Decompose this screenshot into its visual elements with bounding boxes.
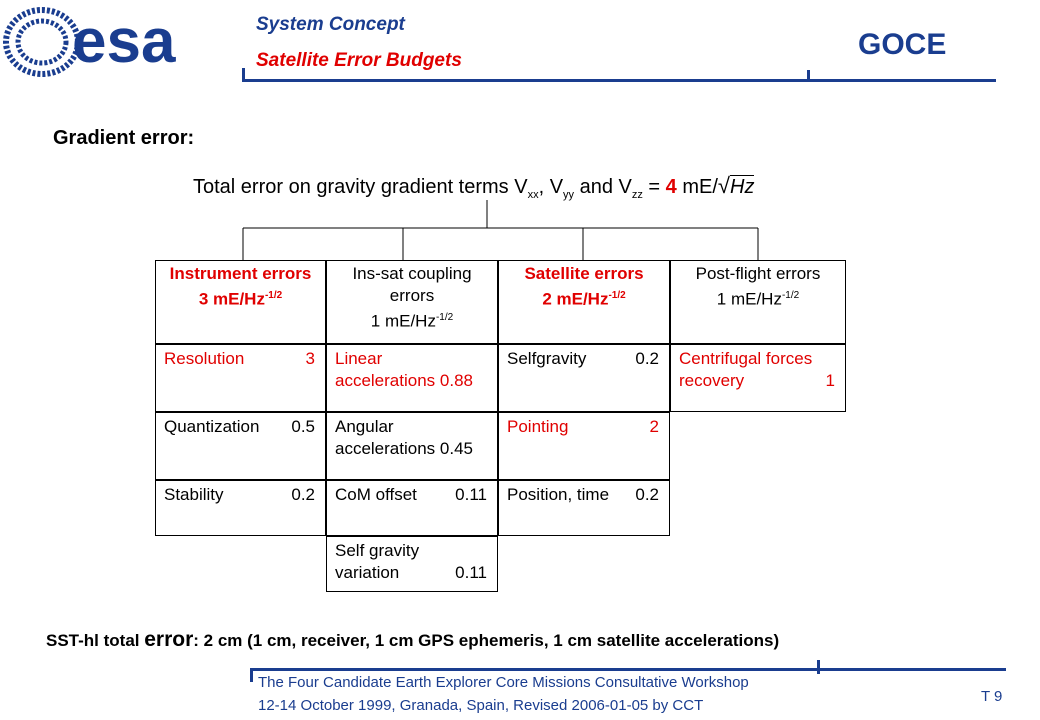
- sub-xx: xx: [527, 189, 539, 201]
- centrifugal-value: 1: [825, 371, 835, 390]
- sqrt-icon: √: [717, 173, 730, 198]
- linear-accel-item: [326, 344, 498, 412]
- post-flight-value: 1 mE/Hz: [716, 289, 782, 309]
- instrument-errors-total: [156, 285, 325, 311]
- quantization-label: Quantization: [164, 417, 260, 436]
- satellite-errors-exp: -1/2: [608, 290, 626, 301]
- centrifugal-line1: Centrifugal forces: [679, 349, 813, 368]
- footer-rule: [250, 668, 820, 671]
- sst-statement: [46, 628, 779, 652]
- ins-sat-title1: Ins-sat coupling: [352, 264, 472, 283]
- selfgravity-item: [498, 344, 670, 412]
- ins-sat-value: 1 mE/Hz: [370, 311, 436, 331]
- self-gravity-line1: Self gravity: [335, 541, 420, 560]
- stability-value: 0.2: [291, 485, 315, 504]
- esa-logo: [0, 0, 228, 80]
- stability-item: [155, 480, 326, 536]
- position-time-label: Position, time: [507, 485, 610, 504]
- total-prefix: Total error on gravity gradient terms V: [193, 176, 528, 198]
- esa-logo-mark: [6, 10, 78, 74]
- header-rule: [242, 79, 808, 82]
- quantization-value: 0.5: [291, 417, 315, 436]
- angular-accel-line2: accelerations 0.45: [335, 439, 473, 458]
- self-gravity-variation-item: [326, 536, 498, 592]
- mission-name: GOCE: [858, 28, 947, 61]
- centrifugal-item: [670, 344, 846, 412]
- total-eq: =: [642, 176, 666, 198]
- post-flight-exp: -1/2: [781, 290, 800, 301]
- header-subtitle: Satellite Error Budgets: [256, 50, 462, 71]
- footer-rule-tick-right: [817, 660, 820, 674]
- header-rule-right: [808, 79, 996, 82]
- centrifugal-line2: recovery: [679, 371, 745, 390]
- resolution-item: [155, 344, 326, 412]
- post-flight-title: Post-flight errors: [695, 264, 821, 283]
- post-flight-total: [671, 285, 845, 311]
- satellite-errors-value: 2 mE/Hz: [542, 289, 609, 309]
- selfgravity-label: Selfgravity: [507, 349, 587, 368]
- position-time-value: 0.2: [635, 485, 659, 504]
- sst-error-word: error: [144, 628, 194, 651]
- instrument-errors-title: Instrument errors: [169, 264, 312, 283]
- instrument-errors-exp: -1/2: [264, 290, 283, 301]
- post-flight-header: [670, 260, 846, 344]
- instrument-errors-header: [155, 260, 326, 344]
- instrument-errors-value: 3 mE/Hz: [198, 289, 265, 309]
- total-error-statement: [193, 173, 754, 201]
- satellite-errors-title: Satellite errors: [524, 264, 644, 283]
- section-title: Gradient error:: [53, 127, 195, 149]
- footer-rule-right: [818, 668, 1006, 671]
- page-number: T 9: [981, 688, 1003, 705]
- angular-accel-item: [326, 412, 498, 480]
- pointing-value: 2: [649, 417, 659, 436]
- footer-line1: The Four Candidate Earth Explorer Core Missions Consultative Workshop: [258, 674, 749, 691]
- header-rule-tick-right: [807, 70, 810, 82]
- stability-label: Stability: [164, 485, 224, 504]
- com-offset-item: [326, 480, 498, 536]
- total-mid1: , V: [538, 176, 564, 198]
- resolution-value: 3: [305, 349, 315, 368]
- sub-zz: zz: [631, 189, 643, 201]
- total-mid2: and V: [574, 176, 632, 198]
- angular-accel-line1: Angular: [335, 417, 394, 436]
- linear-accel-line2: accelerations 0.88: [335, 371, 473, 390]
- ins-sat-exp: -1/2: [435, 312, 454, 323]
- self-gravity-line2: variation: [335, 563, 400, 582]
- com-offset-value: 0.11: [455, 485, 487, 504]
- header-rule-tick: [242, 68, 245, 82]
- ins-sat-title2: errors: [389, 286, 435, 305]
- esa-logo-text: esa: [72, 7, 176, 76]
- satellite-errors-header: [498, 260, 670, 344]
- resolution-label: Resolution: [164, 349, 245, 368]
- footer-line2: 12-14 October 1999, Granada, Spain, Revised 2006-01-05 by CCT: [258, 697, 704, 714]
- position-time-item: [498, 480, 670, 536]
- total-unit: mE/: [676, 176, 718, 198]
- total-value: 4: [665, 176, 677, 198]
- footer-rule-tick: [250, 668, 253, 682]
- ins-sat-total: [327, 307, 497, 333]
- com-offset-label: CoM offset: [335, 485, 417, 504]
- satellite-errors-total: [499, 285, 669, 311]
- pointing-item: [498, 412, 670, 480]
- selfgravity-value: 0.2: [635, 349, 659, 368]
- pointing-label: Pointing: [507, 417, 569, 436]
- sst-rest: : 2 cm (1 cm, receiver, 1 cm GPS ephemeris, 1 cm satellite accelerations): [193, 631, 780, 650]
- sst-prefix: SST-hl total: [46, 631, 145, 650]
- total-sqrt-unit: Hz: [730, 176, 755, 198]
- self-gravity-value: 0.11: [455, 563, 487, 582]
- quantization-item: [155, 412, 326, 480]
- linear-accel-line1: Linear: [335, 349, 383, 368]
- sub-yy: yy: [563, 189, 575, 201]
- ins-sat-coupling-header: [326, 260, 498, 344]
- header-title: System Concept: [256, 14, 405, 35]
